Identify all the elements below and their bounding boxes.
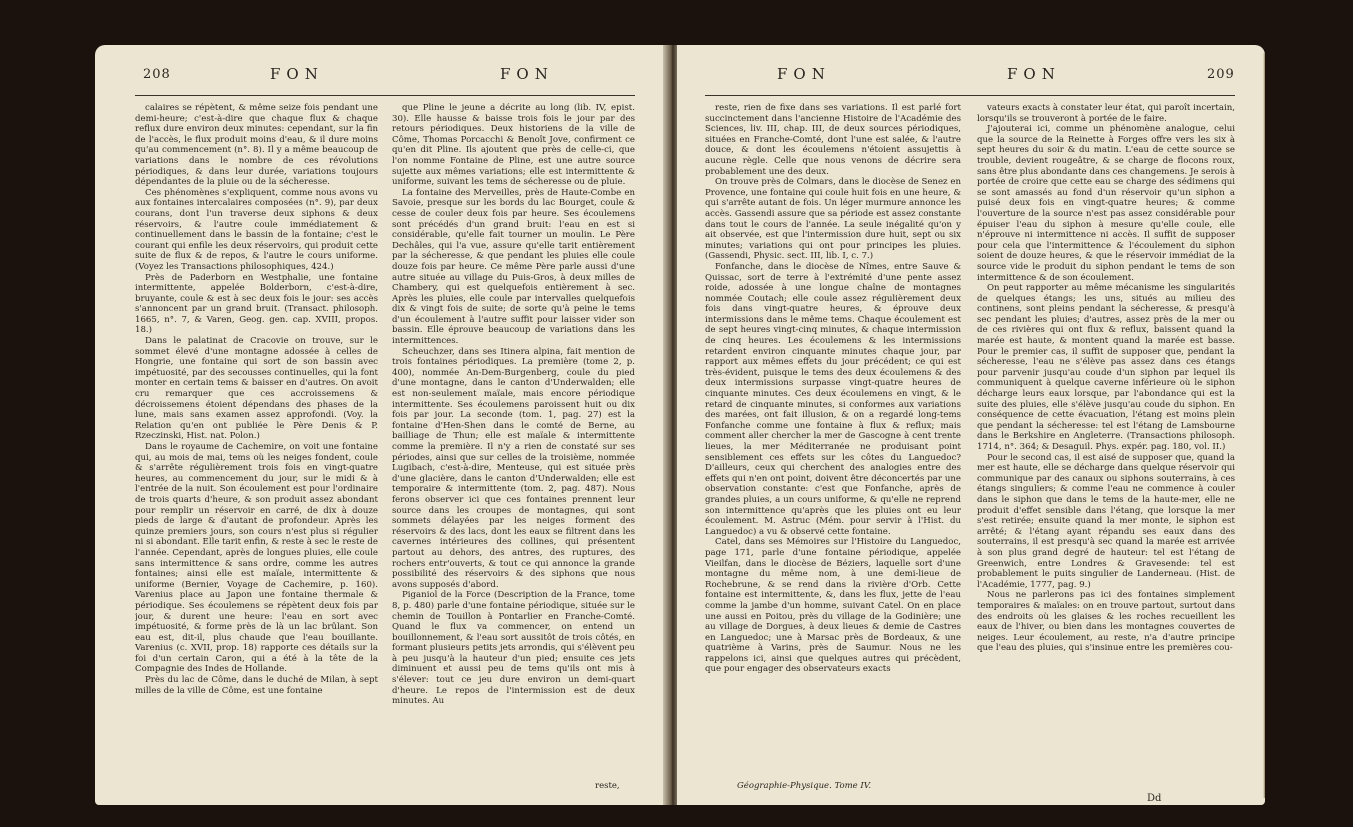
paragraph: J'ajouterai ici, comme un phénomène analogue, celui que la source de la Reinette à Forges offre vers les six à sept heures du soir & du matin. L'eau de cette source se trouble, devient rougeâtre, & se charge de flocons roux, sans être plus abondante dans ces changemens. Je serois à portée de croire que cette eau se charge des sédimens qui se sont amassés au fond d'un réservoir qu'un siphon a puisé deux fois en vingt-quatre heures; & comme l'ouverture de la source n'est pas assez considérable pour épuiser l'eau du siphon à mesure qu'elle coule, elle n'éprouve ni intermittence ni accès. Il suffit de supposer pour cela que l'intermittence & l'écoulement du siphon soient de douze heures, & que le réservoir immédiat de la source vide le produit du siphon pendant le tems de son intermittence & de son écoulement. (977, 124, 1235, 283)
left-header-word-2: FON (500, 65, 554, 83)
right-column-1 (705, 103, 961, 783)
right-header-word-1: FON (777, 65, 831, 83)
right-page (677, 45, 1265, 805)
left-column-2 (392, 103, 635, 783)
open-book (95, 45, 1265, 815)
paragraph: Nous ne parlerons pas ici des fontaines simplement temporaires & maïales: on en trouve partout, surtout dans des endroits où les glaises & les roches recueillent les eaux de l'hiver, ou bien dans les montagnes couvertes de neiges. Leur écoulement, au reste, n'a d'autre principe que l'eau des pluies, qui s'insinue entre les premières cou- (977, 590, 1235, 654)
paragraph: Fonfanche, dans le diocèse de Nîmes, entre Sauve & Quissac, sort de terre à l'extrémité d'une pente assez roide, adossée à une longue chaîne de montagnes nommée Coutach; elle coule assez régulièrement deux fois dans vingt-quatre heures, & éprouve deux intermissions dans le même tems. Chaque écoulement est de sept heures vingt-cinq minutes, & chaque intermission de cinq heures. Les écoulemens & les intermissions retardent environ cinquante minutes chaque jour, par rapport aux mêmes effets du jour précédent; ce qui est très-évident, puisque le tems des deux écoulemens & des deux intermissions surpasse vingt-quatre heures de cinquante minutes. Ces deux écoulemens en vingt, & le retard de cinquante minutes, si conformes aux variations des marées, ont fait illusion, & on a regardé long-tems Fonfanche comme une fontaine à flux & reflux; mais comment aller chercher la mer de Gascogne à cent trente lieues, la mer Méditerranée ne produisant point sensiblement ces effets sur les côtes du Languedoc? D'ailleurs, ceux qui cherchent des analogies entre des effets qui n'en ont point, doivent être déconcertés par une observation constante: c'est que Fonfanche, après de grandes pluies, a un cours uniforme, & qu'elle ne reprend son intermittence qu'après que les pluies ont eu leur écoulement. M. Astruc (Mém. pour servir à l'Hist. du Languedoc) a vu & observé cette fontaine. (705, 261, 961, 537)
paragraph: On trouve près de Colmars, dans le diocèse de Senez en Provence, une fontaine qui coule huit fois en une heure, & qui s'arrête autant de fois. Un léger murmure annonce les accès. Gassendi assure que sa période est assez constante dans tout le cours de l'année. La seule inégalité qu'on y ait observée, est que l'intermission dure huit, sept ou six minutes; variations qui ont pour principes les pluies. (Gassendi, Physic. sect. III, lib. I, c. 7.) (705, 177, 961, 262)
paragraph: reste, rien de fixe dans ses variations. Il est parlé fort succinctement dans l'ancienne Histoire de l'Académie des Sciences, liv. III, chap. III, de deux sources périodiques, situées en Franche-Comté, dont l'une est salée, & l'autre douce, & dont les écoulemens n'étoient assujettis à aucune règle. Celle que nous venons de décrire sera probablement une des deux. (705, 103, 961, 177)
paragraph: Dans le royaume de Cachemire, on voit une fontaine qui, au mois de mai, tems où les neiges fondent, coule & s'arrête régulièrement trois fois en vingt-quatre heures, au commencement du jour, sur le midi & à l'entrée de la nuit. Son écoulement est pour l'ordinaire de trois quarts d'heure, & son produit assez abondant pour remplir un réservoir en carré, de dix à douze pieds de large & d'autant de profondeur. Après les quinze premiers jours, son cours n'est plus si régulier ni si abondant. Elle tarit enfin, & reste à sec le reste de l'année. Cependant, après de longues pluies, elle coule sans intermittence & sans ordre, comme les autres fontaines; ainsi elle est maïale, intermittente & uniforme (Bernier, Voyage de Cachemire, p. 160). Varenius place au Japon une fontaine thermale & périodique. Ses écoulemens se répètent deux fois par jour, & durent une heure: l'eau en sort avec impétuosité, & forme près de là un lac brûlant. Son eau est, dit-il, plus chaude que l'eau bouillante. Varenius (c. XVII, prop. 18) rapporte ces détails sur la foi d'un certain Caron, qui a été à la tête de la Compagnie des Indes de Hollande. (135, 442, 378, 675)
paragraph: Pour le second cas, il est aisé de supposer que, quand la mer est haute, elle se décharge dans quelque réservoir qui communique par des canaux ou siphons souterrains, à ces étangs singuliers; & comme l'eau ne commence à couler dans le siphon que dans le tems de la haute-mer, elle ne produit d'effet sensible dans l'étang, que lorsque la mer s'est retirée; ensuite quand la mer monte, le siphon est arrêté; & l'étang ayant répandu ses eaux dans des souterrains, il est presqu'à sec quand la marée est arrivée à son plus grand degré de hauteur: tel est l'étang de Greenwich, entre Londres & Gravesende: tel est probablement le puits singulier de Landerneau. (Hist. de l'Académie, 1777, pag. 9.) (977, 452, 1235, 590)
left-header-rule (135, 95, 635, 96)
paragraph: Près du lac de Côme, dans le duché de Milan, à sept milles de la ville de Côme, est une fontaine (135, 675, 378, 696)
left-page-number: 208 (143, 67, 171, 82)
right-footer-title: Géographie-Physique. Tome IV. (737, 781, 872, 791)
left-column-1 (135, 103, 378, 783)
paragraph: Ces phénomènes s'expliquent, comme nous avons vu aux fontaines intercalaires composées (n°. 9), par deux courans, dont l'un traverse deux siphons & deux réservoirs, & l'autre coule immédiatement & continuellement dans le bassin de la fontaine; c'est le courant qui enfile les deux réservoirs, qui produit cette suite de flux & de repos, & l'autre le cours uniforme. (Voyez les Transactions philosophiques, 424.) (135, 187, 378, 272)
paragraph: Scheuchzer, dans ses Itinera alpina, fait mention de trois fontaines périodiques. La première (tome 2, p. 400), nommée An-Dem-Burgenberg, coule du pied d'une montagne, dans le canton d'Underwalden; elle est non-seulement maïale, mais encore périodique intermittente. Ses écoulemens paroissent huit ou dix fois par jour. La seconde (tom. 1, pag. 27) est la fontaine d'Hen-Shen dans le comté de Berne, au bailliage de Thun; elle est maïale & intermittente comme la première. Il n'y a rien de constaté sur ses périodes, ainsi que sur celles de la troisième, nommée Lugibach, c'est-à-dire, Menteuse, qui est située près d'une glacière, dans le canton d'Underwalden; elle est temporaire & intermittente (tom. 2, pag. 487). Nous ferons observer ici que ces fontaines prennent leur source dans les croupes de montagnes, qui sont sommets délayées par les neiges forment des réservoirs & des lacs, dont les eaux se filtrent dans les cavernes intérieures des collines, qui présentent partout au dehors, des antres, des ruptures, des rochers entr'ouverts, & tout ce qui annonce la grande possibilité des réservoirs & des siphons que nous avons supposés d'abord. (392, 346, 635, 590)
right-header-word-2: FON (1007, 65, 1061, 83)
left-catchword: reste, (595, 781, 620, 791)
paragraph: Piganiol de la Force (Description de la France, tome 8, p. 480) parle d'une fontaine périodique, située sur le chemin de Touillon à Pontarlier en Franche-Comté. Quand le flux va commencer, on entend un bouillonnement, & l'eau sort aussitôt de trois côtés, en formant plusieurs petits jets arrondis, qui s'élèvent peu à peu jusqu'à la hauteur d'un pied; ensuite ces jets diminuent et aussi peu de tems qu'ils ont mis à s'élever: tout ce jeu dure environ un demi-quart d'heure. Le repos de l'intermission est de deux minutes. Au (392, 590, 635, 707)
right-column-2 (977, 103, 1235, 783)
page-edges (1263, 53, 1265, 798)
paragraph: que Pline le jeune a décrite au long (lib. IV, epist. 30). Elle hausse & baisse trois fois le jour par des retours périodiques. Deux historiens de la ville de Côme, Thomas Porcacchi & Benoît Jove, confirment ce qu'en dit Pline. Ils ajoutent que près de celle-ci, que l'on nomme Fontaine de Pline, est une autre source sujette aux mêmes variations; elle est intermittente & uniforme, suivant les tems de sécheresse ou de pluie. (392, 103, 635, 188)
right-page-number: 209 (1207, 67, 1235, 82)
right-signature-mark: Dd (1147, 793, 1162, 804)
paragraph: La fontaine des Merveilles, près de Haute-Combe en Savoie, presque sur les bords du lac Bourget, coule & cesse de couler deux fois par heure. Ses écoulemens sont précédés d'un grand bruit: l'eau en est si considérable, qu'elle fait tourner un moulin. Le Père Dechâles, qui l'a vue, assure qu'elle tarit entièrement par la sécheresse, & que pendant les pluies elle coule douze fois par heure. Ce même Père parle aussi d'une autre située au village du Puis-Gros, à deux milles de Chambery, qui est quelquefois entièrement à sec. Après les pluies, elle coule par intervalles quelquefois dix & vingt fois de suite; de sorte qu'à peine le tems d'un écoulement à l'autre suffit pour laisser vider son bassin. Elle éprouve beaucoup de variations dans les intermittences. (392, 187, 635, 347)
paragraph: Près de Paderborn en Westphalie, une fontaine intermittente, appelée Bolderborn, c'est-à-dire, bruyante, coule & est à sec deux fois le jour: ses accès s'annoncent par un grand bruit. (Transact. philosoph. 1665, n°. 7, & Varen, Geog. gen. cap. XVIII, propos. 18.) (135, 272, 378, 336)
paragraph: Catel, dans ses Mémoires sur l'Histoire du Languedoc, page 171, parle d'une fontaine périodique, appelée Vieilfan, dans le diocèse de Béziers, laquelle sort d'une montagne du même nom, à une demi-lieue de Rochebrune, & se rend dans la rivière d'Orb. Cette fontaine est intermittente, &, dans les flux, jette de l'eau comme la jambe d'un homme, suivant Catel. On en place une aussi en Poitou, près du village de la Godinière; une au village de Dorgues, à deux lieues & demie de Castres en Languedoc; une à Marsac près de Bordeaux, & une quatrième à Varins, près de Saumur. Nous ne les rappelons ici, ainsi que quelques autres qui précèdent, que pour engager des observateurs exacts (705, 537, 961, 675)
right-header-rule (705, 95, 1235, 96)
left-header-word-1: FON (270, 65, 324, 83)
left-page-header (95, 67, 667, 91)
left-page (95, 45, 667, 805)
paragraph: On peut rapporter au même mécanisme les singularités de quelques étangs; les uns, situés au milieu des continens, sont pleins pendant la sécheresse, & presqu'à sec pendant les pluies; d'autres, assez près de la mer ou de ces rivières qui ont flux & reflux, baissent quand la marée est haute, & montent quand la marée est basse. Pour le premier cas, il suffit de supposer que, pendant la sécheresse, l'eau ne s'élève pas assez dans ces étangs pour parvenir jusqu'au coude d'un siphon par lequel ils communiquent à quelque caverne inférieure où le siphon décharge leurs eaux lorsque, par l'abondance qui est la suite des pluies, elle s'élève jusqu'au coude du siphon. En conséquence de cette évacuation, l'étang est moins plein que pendant la sécheresse: tel est l'étang de Lamsbourne dans le Berkshire en Angleterre. (Transactions philosoph. 1714, n°. 364; & Desaguil. Phys. expér. pag. 180, vol. II.) (977, 283, 1235, 452)
paragraph: calaires se répètent, & même seize fois pendant une demi-heure; c'est-à-dire que chaque flux & chaque reflux dure environ deux minutes: cependant, sur la fin de l'accès, le flux produit moins d'eau, & il dure moins qu'au commencement (n°. 8). Il y a même beaucoup de variations dans le nombre de ces révolutions périodiques, & dans leur durée, variations toujours dépendantes de la pluie ou de la sécheresse. (135, 103, 378, 188)
paragraph: Dans le palatinat de Cracovie on trouve, sur le sommet élevé d'une montagne adossée à celles de Hongrie, une fontaine qui sort de son bassin avec impétuosité, par des secousses continuelles, qui la font monter en certain tems & baisser en d'autres. On avoit cru remarquer que ces accroissemens & décroissemens étoient dépendans des phases de la lune, mais sans examen assez approfondi. (Voy. la Relation qu'en ont publiée le Père Denis & P. Rzeczinski, Hist. nat. Polon.) (135, 336, 378, 442)
paragraph: vateurs exacts à constater leur état, qui paroît incertain, lorsqu'ils se trouveront à portée de le faire. (977, 103, 1235, 124)
right-page-header (677, 67, 1265, 91)
